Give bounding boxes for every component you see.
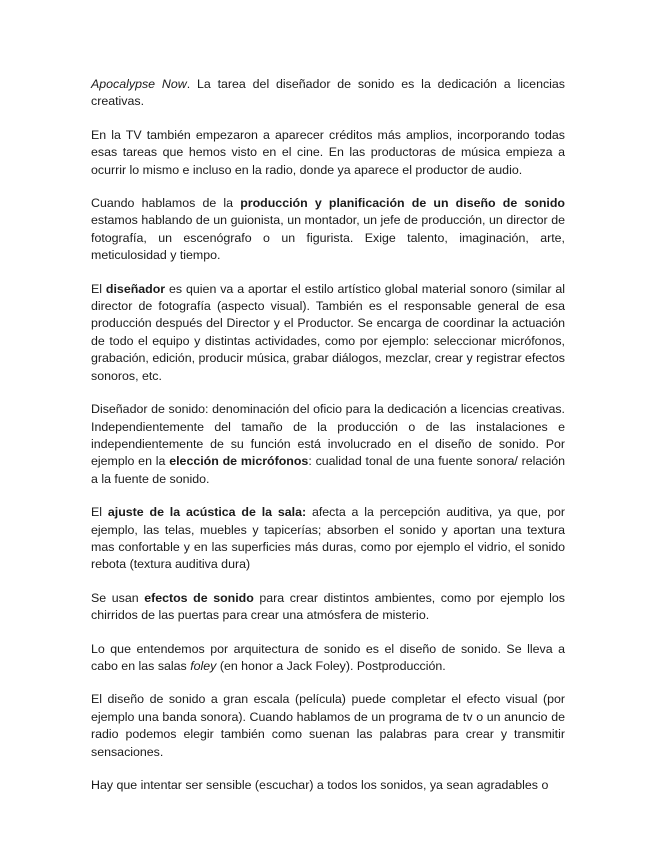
text-run: Hay que intentar ser sensible (escuchar) a todos los sonidos, ya sean agradables o	[91, 778, 549, 792]
paragraph-1	[91, 76, 565, 111]
text-run: . La tarea del diseñador de sonido es la dedicación a licencias creativas.	[91, 77, 565, 109]
text-run: El diseño de sonido a gran escala (película) puede completar el efecto visual (por ejemplo una banda sonora). Cuando hablamos de un programa de tv o un anuncio de radio podemos elegir también como suenan las palabras para crear y transmitir sensaciones.	[91, 692, 565, 759]
italic-term: foley	[190, 658, 217, 673]
text-run: Diseñador de sonido: denominación del oficio para la dedicación a licencias creativas. Independientemente del tamaño de la producción o de las instalaciones e independientemente de su función está involucrado en el diseño de sonido. Por ejemplo en la	[91, 402, 565, 469]
text-run: Se usan	[91, 590, 145, 605]
text-run: : cualidad tonal de una fuente sonora/ relación a la fuente de sonido.	[91, 454, 565, 486]
paragraph-5	[91, 401, 565, 488]
paragraph-2	[91, 127, 565, 179]
text-run: para crear distintos ambientes, como por ejemplo los chirridos de las puertas para crear una atmósfera de misterio.	[91, 590, 565, 623]
text-run: estamos hablando de un guionista, un montador, un jefe de producción, un director de fotografía, un escenógrafo o un figurista. Exige talento, imaginación, arte, meticulosidad y tiempo.	[91, 213, 565, 263]
paragraph-6	[91, 504, 565, 574]
paragraph-7	[91, 590, 565, 625]
text-run: En la TV también empezaron a aparecer créditos más amplios, incorporando todas esas tareas que hemos visto en el cine. En las productoras de música empieza a ocurrir lo mismo e incluso en la radio, donde ya aparece el productor de audio.	[91, 127, 565, 177]
paragraph-3	[91, 195, 565, 265]
text-run: (en honor a Jack Foley). Postproducción.	[216, 658, 446, 673]
text-run: afecta a la percepción auditiva, ya que, por ejemplo, las telas, muebles y tapicerías; absorben el sonido y aportan una textura mas confortable y en las superficies más duras, como por ejemplo el vidrio, el sonido rebota (textura auditiva dura)	[91, 505, 565, 572]
paragraph-4	[91, 281, 565, 385]
bold-term: producción y planificación de un diseño de sonido	[240, 196, 566, 211]
text-run: Lo que entendemos por arquitectura de sonido es el diseño de sonido. Se lleva a cabo en las salas	[91, 641, 565, 673]
paragraph-8	[91, 641, 565, 676]
text-run: El	[91, 281, 106, 296]
text-run: Cuando hablamos de la	[91, 196, 241, 211]
bold-term: ajuste de la acústica de la sala:	[107, 505, 307, 520]
document-page	[91, 76, 565, 810]
bold-term: diseñador	[105, 281, 166, 296]
text-run: es quien va a aportar el estilo artístico global material sonoro (similar al director de fotografía (aspecto visual). También es el responsable general de esa producción después del Director y el Productor. Se encarga de coordinar la actuación de todo el equipo y distintas actividades, como por ejemplo: seleccionar micrófonos, grabación, edición, producir música, grabar diálogos, mezclar, crear y registrar efectos sonoros, etc.	[91, 281, 565, 383]
bold-term: elección de micrófonos	[169, 454, 309, 469]
paragraph-10	[91, 777, 565, 794]
paragraph-9	[91, 691, 565, 761]
text-run: El	[91, 505, 108, 520]
italic-term: Apocalypse Now	[91, 77, 187, 91]
bold-term: efectos de sonido	[144, 590, 254, 605]
